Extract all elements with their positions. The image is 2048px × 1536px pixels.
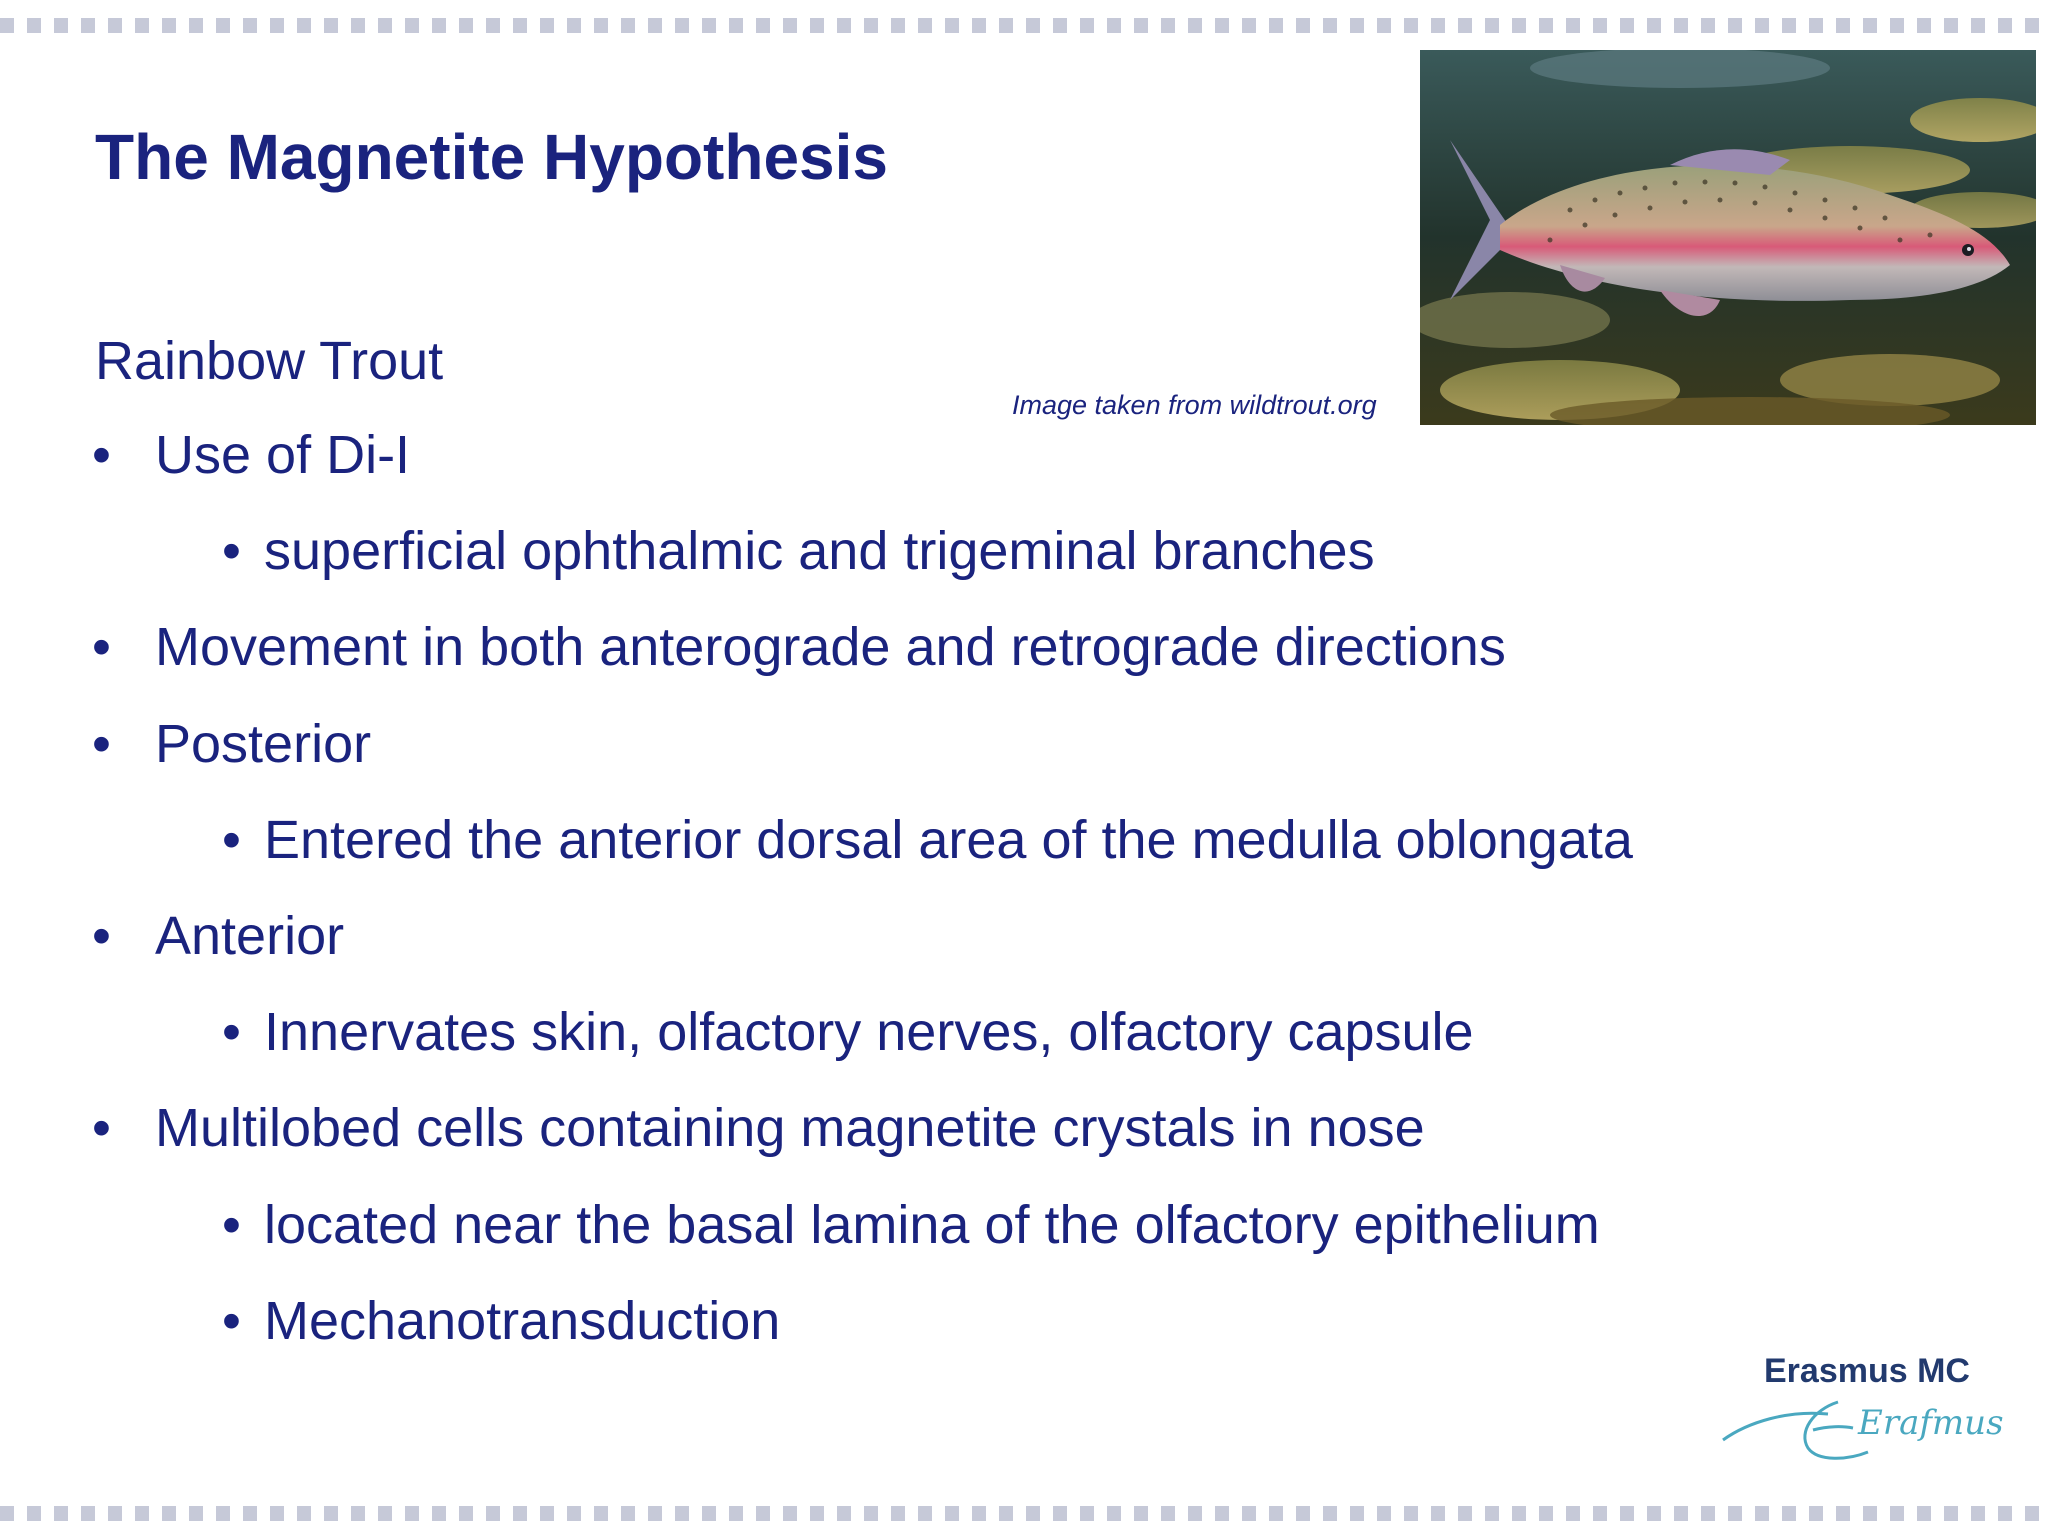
erasmus-mc-logo <box>1718 1352 2008 1472</box>
bullet-glyph: • <box>222 1195 241 1255</box>
top-dotted-border <box>0 18 2048 33</box>
bullet-glyph: • <box>92 906 111 966</box>
image-credit: Image taken from wildtrout.org <box>1012 390 1377 420</box>
bullet-glyph: • <box>222 1002 241 1062</box>
trout-illustration <box>1420 50 2036 425</box>
trout-photo <box>1420 50 2036 425</box>
bottom-dotted-border <box>0 1506 2048 1521</box>
bullet-glyph: • <box>222 521 241 581</box>
bullet-text: Entered the anterior dorsal area of the medulla oblongata <box>264 810 1633 870</box>
bullet-glyph: • <box>92 1098 111 1158</box>
bullet-glyph: • <box>92 425 111 485</box>
bullet-glyph: • <box>92 714 111 774</box>
bullet-text: Posterior <box>155 714 372 774</box>
slide-subtitle: Rainbow Trout <box>95 331 444 391</box>
bullet-glyph: • <box>222 810 241 870</box>
bullet-text: located near the basal lamina of the olfactory epithelium <box>264 1195 1600 1255</box>
bullet-text: superficial ophthalmic and trigeminal branches <box>264 521 1375 581</box>
bullet-text: Use of Di-I <box>155 425 411 485</box>
bullet-text: Mechanotransduction <box>264 1291 781 1351</box>
bullet-text: Movement in both anterograde and retrograde directions <box>155 617 1506 677</box>
bullet-glyph: • <box>92 617 111 677</box>
bullet-glyph: • <box>222 1291 241 1351</box>
bullet-text: Innervates skin, olfactory nerves, olfactory capsule <box>264 1002 1474 1062</box>
bullet-text: Anterior <box>155 906 345 966</box>
bullet-text: Multilobed cells containing magnetite crystals in nose <box>155 1098 1425 1158</box>
slide-title: The Magnetite Hypothesis <box>95 121 888 193</box>
logo-signature-mark <box>1718 1382 2008 1472</box>
logo-signature-text: Erafmus <box>1858 1403 2004 1443</box>
logo-wordmark: Erasmus MC <box>1764 1352 1970 1390</box>
